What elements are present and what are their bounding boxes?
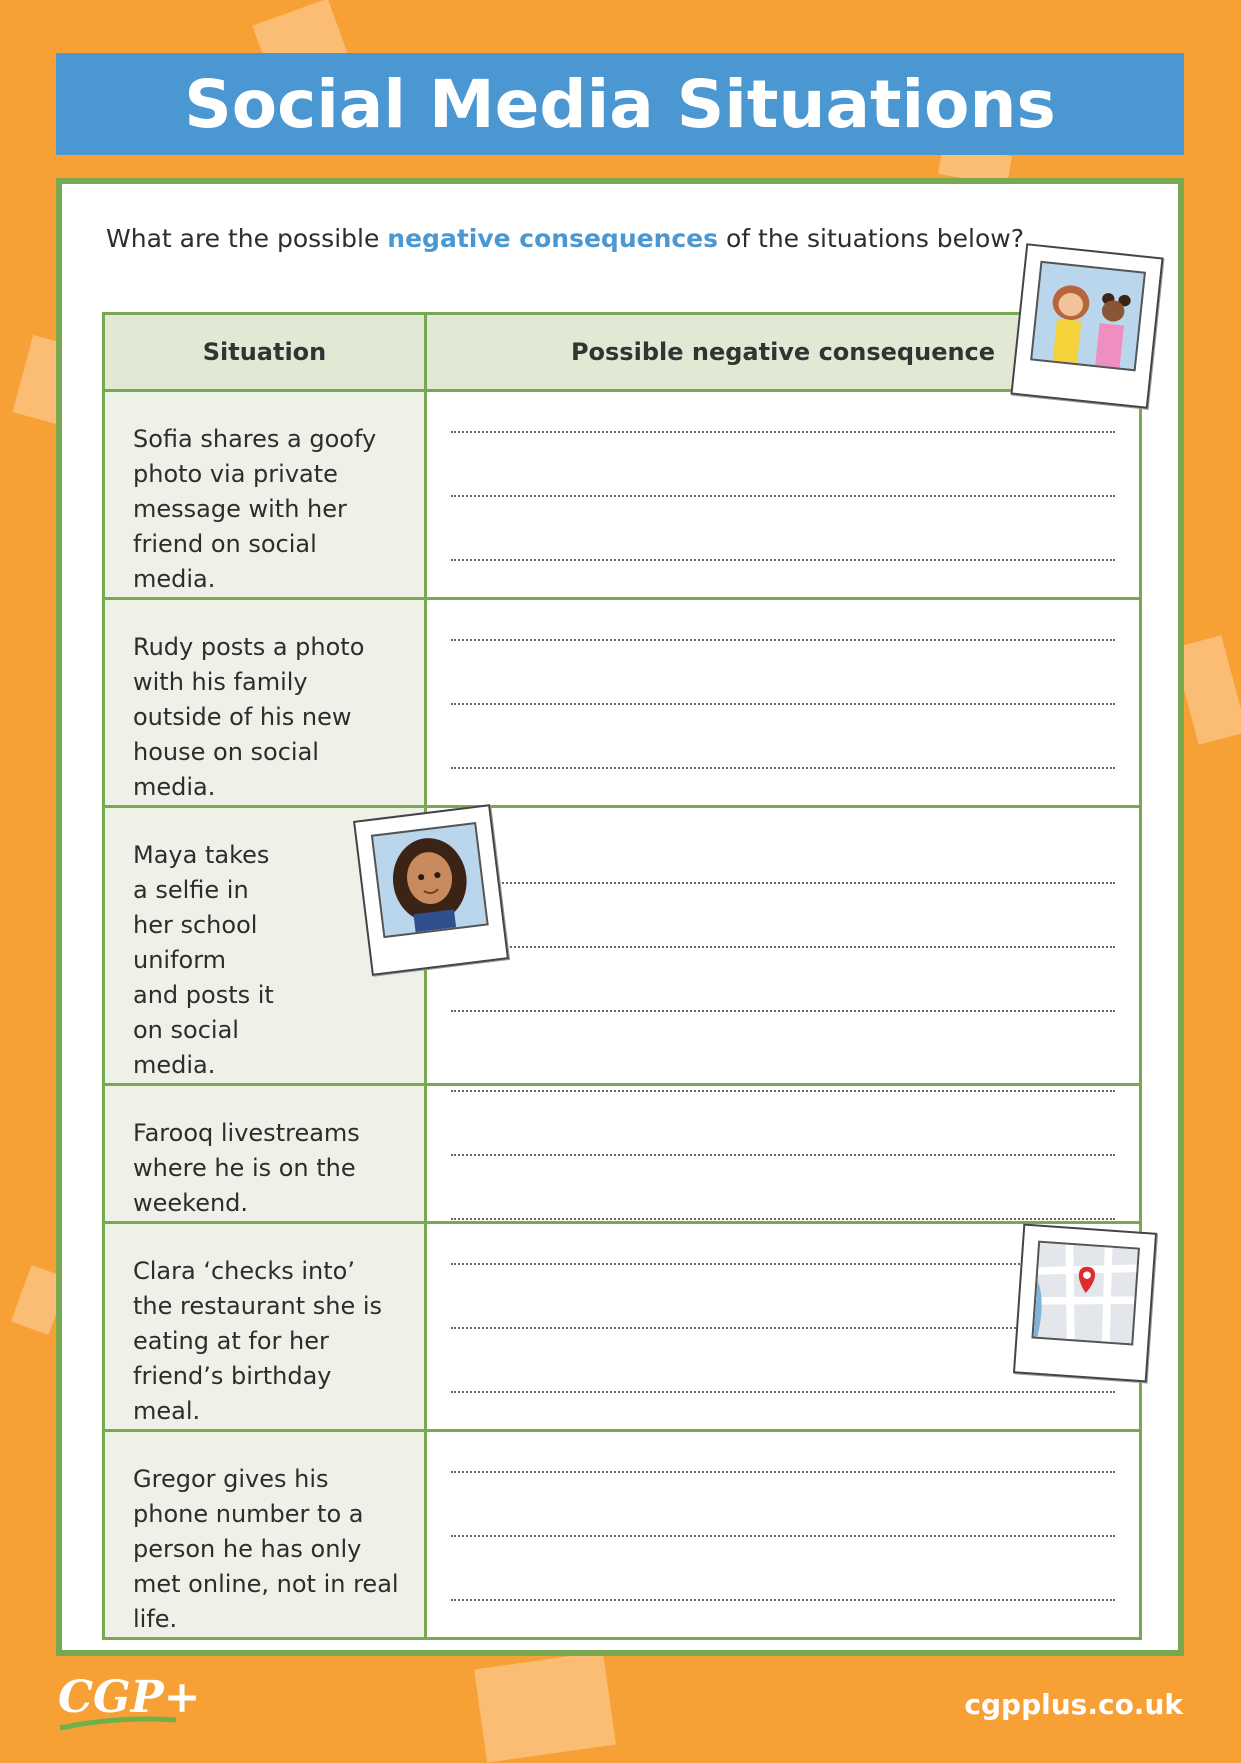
table-row — [104, 391, 1141, 599]
answer-line — [451, 765, 1115, 769]
friends-photo-polaroid — [1010, 243, 1163, 409]
answer-line — [451, 944, 1115, 948]
map-polaroid — [1013, 1224, 1157, 1383]
answer-line — [451, 1088, 1115, 1092]
cgp-logo: CGP+ — [58, 1672, 201, 1723]
background-decoration — [474, 1651, 616, 1762]
situation-cell: Sofia shares a goofy photo via private message with her friend on social media. — [104, 391, 426, 599]
answer-line — [451, 1389, 1115, 1393]
answer-line — [451, 1469, 1115, 1473]
question-text-after: of the situations below? — [718, 224, 1025, 253]
selfie-polaroid — [353, 804, 509, 976]
answer-line — [451, 880, 1115, 884]
map-illustration — [1031, 1241, 1140, 1346]
answer-cell[interactable] — [426, 1085, 1141, 1223]
question-prompt — [106, 224, 1024, 253]
selfie-illustration — [371, 822, 489, 938]
answer-cell[interactable] — [426, 391, 1141, 599]
answer-line — [451, 1152, 1115, 1156]
situation-cell: Gregor gives his phone number to a person he has only met online, not in real life. — [104, 1431, 426, 1639]
website-url[interactable]: cgpplus.co.uk — [964, 1688, 1183, 1721]
table-row — [104, 599, 1141, 807]
situation-cell: Maya takes a selfie in her school uniform and posts it on social media. — [104, 807, 426, 1085]
table-row — [104, 1223, 1141, 1431]
situation-cell: Farooq livestreams where he is on the weekend. — [104, 1085, 426, 1223]
answer-line — [451, 637, 1115, 641]
answer-line — [451, 1216, 1115, 1220]
answer-line — [451, 557, 1115, 561]
header-situation: Situation — [104, 314, 426, 391]
answer-cell[interactable] — [426, 1431, 1141, 1639]
situation-cell: Clara ‘checks into’ the restaurant she is eating at for her friend’s birthday meal. — [104, 1223, 426, 1431]
answer-line — [451, 1261, 1115, 1265]
title-banner — [56, 53, 1184, 155]
header-consequence: Possible negative consequence — [426, 314, 1141, 391]
table-row — [104, 1431, 1141, 1639]
table-row — [104, 1085, 1141, 1223]
answer-line — [451, 493, 1115, 497]
answer-cell[interactable] — [426, 807, 1141, 1085]
worksheet — [56, 178, 1184, 1656]
question-highlight: negative consequences — [387, 224, 719, 253]
question-text-before: What are the possible — [106, 224, 388, 253]
answer-line — [451, 1533, 1115, 1537]
answer-line — [451, 701, 1115, 705]
page-title: Social Media Situations — [184, 65, 1056, 143]
answer-line — [451, 1008, 1115, 1012]
answer-line — [451, 429, 1115, 433]
situations-table — [102, 312, 1142, 1640]
answer-cell[interactable] — [426, 599, 1141, 807]
answer-line — [451, 1597, 1115, 1601]
situation-cell: Rudy posts a photo with his family outside of his new house on social media. — [104, 599, 426, 807]
table-row — [104, 807, 1141, 1085]
logo-swoosh-icon — [58, 1714, 178, 1734]
friends-illustration — [1030, 261, 1146, 372]
